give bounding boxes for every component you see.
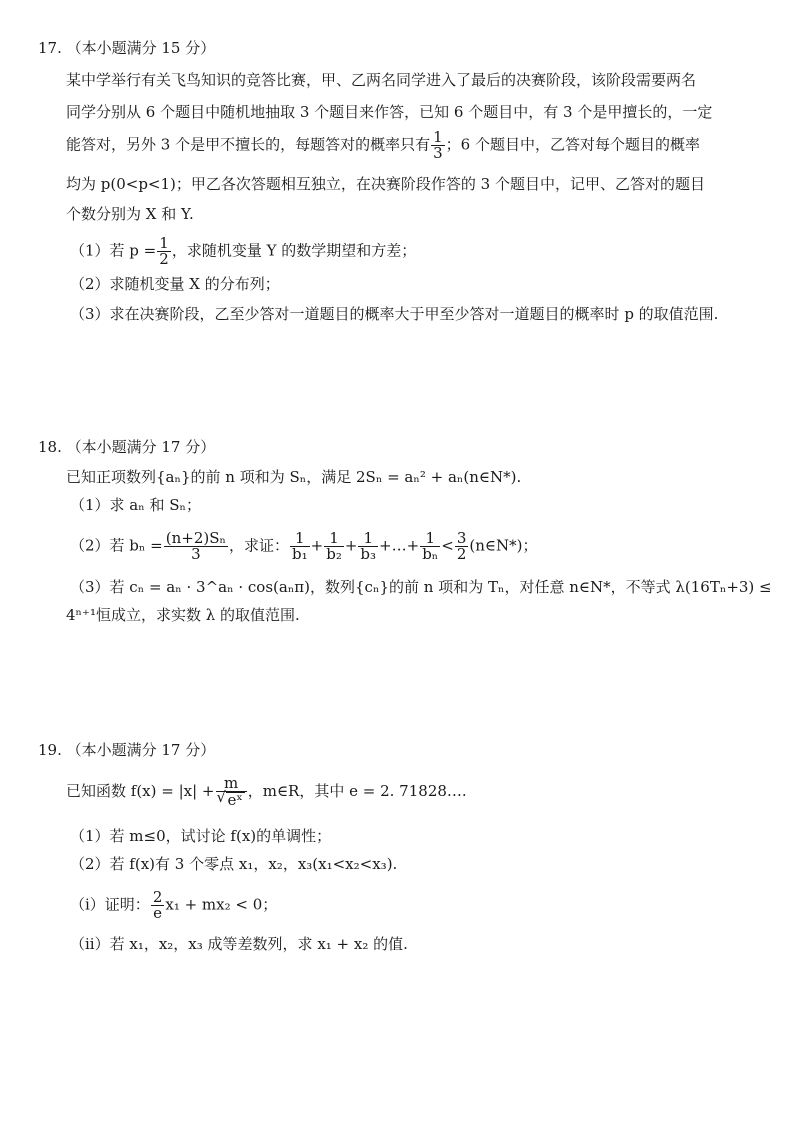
problem-17-line-3 — [66, 130, 700, 161]
fraction-bn-def: $\frac{\text{(n+2)Sₙ}}{3}$ — [165, 529, 226, 563]
fraction-1-b2: $\frac{1}{\text{b₂}}$ — [326, 529, 342, 563]
q1-prefix: （1）若 p = — [70, 241, 157, 260]
problem-18-header: 18. （本小题满分 17 分） — [38, 438, 216, 456]
problem-17-line-3b: ；6 个题目中，乙答对每个题目的概率 — [445, 135, 700, 154]
fraction-1-b1: $\frac{1}{\text{b₁}}$ — [292, 529, 308, 563]
problem-17-line-3a: 能答对，另外 3 个是甲不擅长的，每题答对的概率只有 — [66, 135, 431, 154]
problem-17-line-5: 个数分别为 X 和 Y. — [66, 205, 194, 223]
sqrt-ex: √ eˣ — [226, 792, 245, 808]
fraction-1-b3: $\frac{1}{\text{b₃}}$ — [360, 529, 377, 563]
problem-17-line-1: 某中学举行有关飞鸟知识的竞答比赛，甲、乙两名同学进入了最后的决赛阶段，该阶段需要两名 — [66, 71, 697, 89]
fraction-2-e: $\frac{2}{e}$ — [152, 888, 163, 922]
problem-18-question-2: （2）若 bₙ = $\frac{\text{(n+2)Sₙ}}{3}$ ，求证： $\frac{1}{\text{b₁}}$ + $\frac{1}{\text{b₂}}$ + $\frac{1}{\text{b₃}}$ +…+ $\frac{1}{\text{bₙ}}$ < $\frac{3}{2}$ (n∈N*)； — [70, 529, 538, 563]
problem-19-question-i: （i）证明： $\frac{2}{e}$ x₁ + mx₂ < 0； — [70, 888, 278, 922]
problem-17-line-4: 均为 p(0<p<1)；甲乙各次答题相互独立，在决赛阶段作答的 3 个题目中，记甲、乙答对的题目 — [66, 175, 705, 193]
problem-19-question-2: （2）若 f(x)有 3 个零点 x₁，x₂，x₃(x₁<x₂<x₃). — [70, 855, 398, 873]
problem-17-question-1 — [70, 236, 416, 267]
q2-prove: ，求证： — [229, 536, 290, 555]
problem-18-line-1: 已知正项数列{aₙ}的前 n 项和为 Sₙ，满足 2Sₙ = aₙ² + aₙ(n∈N*). — [66, 468, 522, 486]
problem-17-line-2: 同学分别从 6 个题目中随机地抽取 3 个题目来作答，已知 6 个题目中，有 3 个是甲擅长的，一定 — [66, 103, 713, 121]
problem-17-question-3: （3）求在决赛阶段，乙至少答对一道题目的概率大于甲至少答对一道题目的概率时 p 的取值范围. — [70, 305, 719, 323]
q2-prefix: （2）若 bₙ = — [70, 536, 163, 555]
problem-19-header: 19. （本小题满分 17 分） — [38, 741, 216, 759]
problem-19-question-1: （1）若 m≤0，试讨论 f(x)的单调性； — [70, 827, 332, 845]
fraction-one-half: $\frac{1}{2}$ — [159, 234, 169, 268]
problem-18-question-1: （1）求 aₙ 和 Sₙ； — [70, 496, 202, 514]
fraction-one-third: $\frac{1}{3}$ — [433, 128, 443, 162]
fraction-3-2: $\frac{3}{2}$ — [456, 529, 467, 563]
fraction-1-bn: $\frac{1}{\text{bₙ}}$ — [422, 529, 439, 563]
problem-19-line-1: 已知函数 f(x) = |x| + m √ eˣ ，m∈R，其中 e = 2. 71828…. — [66, 776, 467, 808]
problem-17-question-2: （2）求随机变量 X 的分布列； — [70, 275, 280, 293]
problem-18-question-3a: （3）若 cₙ = aₙ · 3^aₙ · cos(aₙπ)，数列{cₙ}的前 n 项和为 Tₙ，对任意 n∈N*，不等式 λ(16Tₙ+3) ≤ — [70, 578, 772, 596]
fraction-m-sqrt-ex: m √ eˣ — [216, 776, 247, 808]
problem-18-question-3b: 4ⁿ⁺¹恒成立，求实数 λ 的取值范围. — [66, 606, 300, 624]
q1-suffix: ，求随机变量 Y 的数学期望和方差； — [171, 241, 417, 260]
problem-17-header: 17. （本小题满分 15 分） — [38, 39, 216, 57]
problem-19-question-ii: （ii）若 x₁，x₂，x₃ 成等差数列，求 x₁ + x₂ 的值. — [70, 935, 408, 953]
